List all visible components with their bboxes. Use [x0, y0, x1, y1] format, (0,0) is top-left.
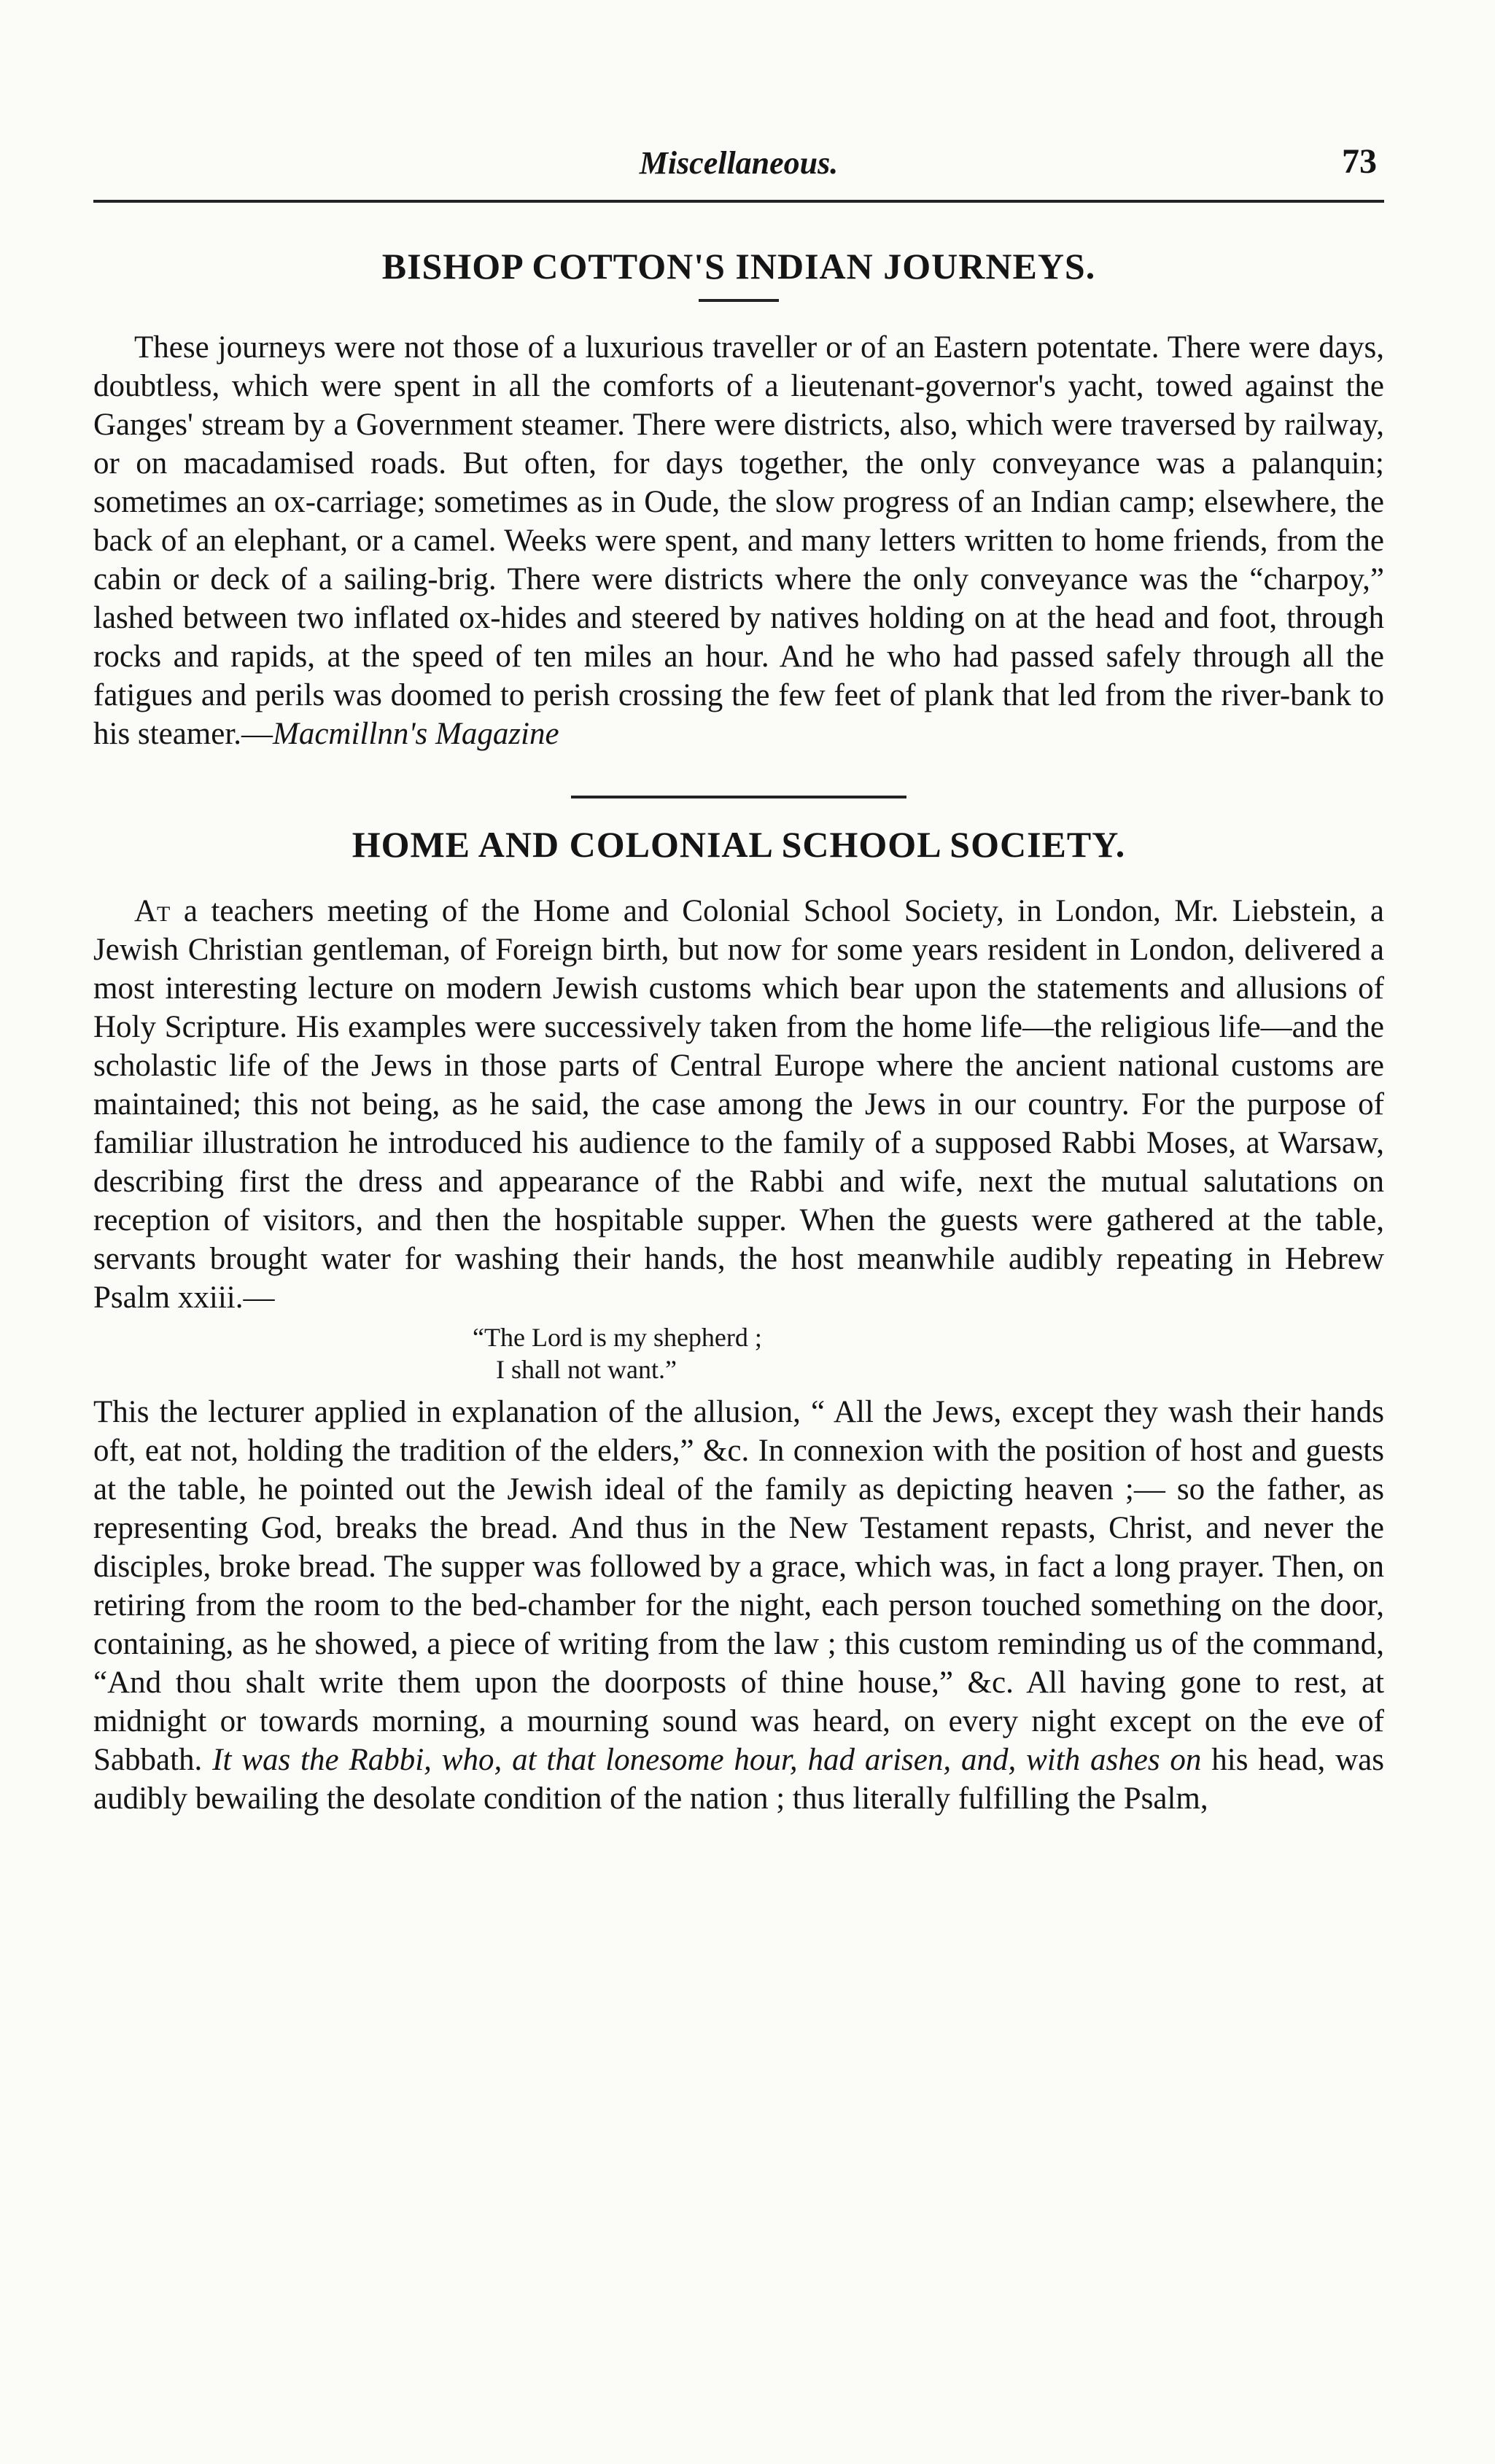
article-body-text: These journeys were not those of a luxurious traveller or of an Eastern potentate. There were days, doubtless, which were spent in all the comforts of a lieutenant-governor's yacht, towed against the Ganges' stream by a Government steamer. There were districts, also, which were traversed by railway, or on macadamised roads. But often, for days together, the only conveyance was a palanquin; sometimes an ox-carriage; sometimes as in Oude, the slow progress of an Indian camp; elsewhere, the back of an elephant, or a camel. Weeks were spent, and many letters written to home friends, from the cabin or deck of a sailing-brig. There were districts where the only conveyance was the “charpoy,” lashed between two inflated ox-hides and steered by natives holding on at the head and foot, through rocks and rapids, at the speed of ten miles an hour. And he who had passed safely through all the fatigues and perils was doomed to perish crossing the few feet of plank that led from the river-bank to his steamer.— [93, 330, 1384, 751]
quote-line-1: “The Lord is my shepherd ; [473, 1323, 762, 1352]
article-source: Macmillnn's Magazine [273, 717, 559, 751]
article-title-school-society: HOME AND COLONIAL SCHOOL SOCIETY. [352, 824, 1126, 865]
running-title: Miscellaneous. [639, 145, 839, 181]
psalm-quote [93, 1321, 1384, 1385]
article-title-bishop-cotton: BISHOP COTTON'S INDIAN JOURNEYS. [381, 246, 1096, 287]
page [93, 139, 1384, 1818]
article-paragraph-2 [93, 1393, 1384, 1818]
section-divider [571, 796, 906, 798]
paragraph-2-text: This the lecturer applied in explanation of the allusion, “ All the Jews, except they wash their hands oft, eat not, holding the tradition of the elders,” &c. In connexion with the position of host and guests at the table, he pointed out the Jewish ideal of the family as depicting heaven ;— so the father, as representing God, breaks the bread. And thus in the New Testament repasts, Christ, and never the disciples, broke bread. The supper was followed by a grace, which was, in fact a long prayer. Then, on retiring from the room to the bed-chamber for the night, each person touched something on the door, containing, as he showed, a piece of writing from the law ; this custom reminding us of the command, “And thou shalt write them upon the doorposts of thine house,” &c. All having gone to rest, at midnight or towards morning, a mourning sound was heard, on every night except on the eve of Sabbath. [93, 1395, 1384, 1777]
quote-line-2: I shall not want.” [496, 1355, 677, 1384]
article-paragraph-1 [93, 892, 1384, 1317]
running-head [93, 139, 1384, 203]
paragraph-2-end: his head, was audibly bewailing the desolate condition of the nation ; thus literally fulfilling the Psalm, [93, 1743, 1384, 1816]
article-body-bishop-cotton [93, 328, 1384, 753]
page-number: 73 [1342, 142, 1377, 181]
title-rule [699, 299, 779, 302]
paragraph-2-italic: It was the Rabbi, who, at that lonesome hour, had arisen, and, with ashes on [212, 1743, 1202, 1777]
title-spacer [93, 866, 1384, 892]
paragraph-1-text: a teachers meeting of the Home and Colonial School Society, in London, Mr. Liebstein, a Jewish Christian gentleman, of Foreign birth, but now for some years resident in London, delivered a most interesting lecture on modern Jewish customs which bear upon the statements and allusions of Holy Scripture. His examples were successively taken from the home life—the religious life—and the scholastic life of the Jews in those parts of Central Europe where the ancient national customs are maintained; this not being, as he said, the case among the Jews in our country. For the purpose of familiar illustration he introduced his audience to the family of a supposed Rabbi Moses, at Warsaw, describing first the dress and appearance of the Rabbi and wife, next the mutual salutations on reception of visitors, and then the hospitable supper. When the guests were gathered at the table, servants brought water for washing their hands, the host meanwhile audibly repeating in Hebrew Psalm xxiii.— [93, 894, 1384, 1315]
lead-word: At [134, 894, 171, 928]
